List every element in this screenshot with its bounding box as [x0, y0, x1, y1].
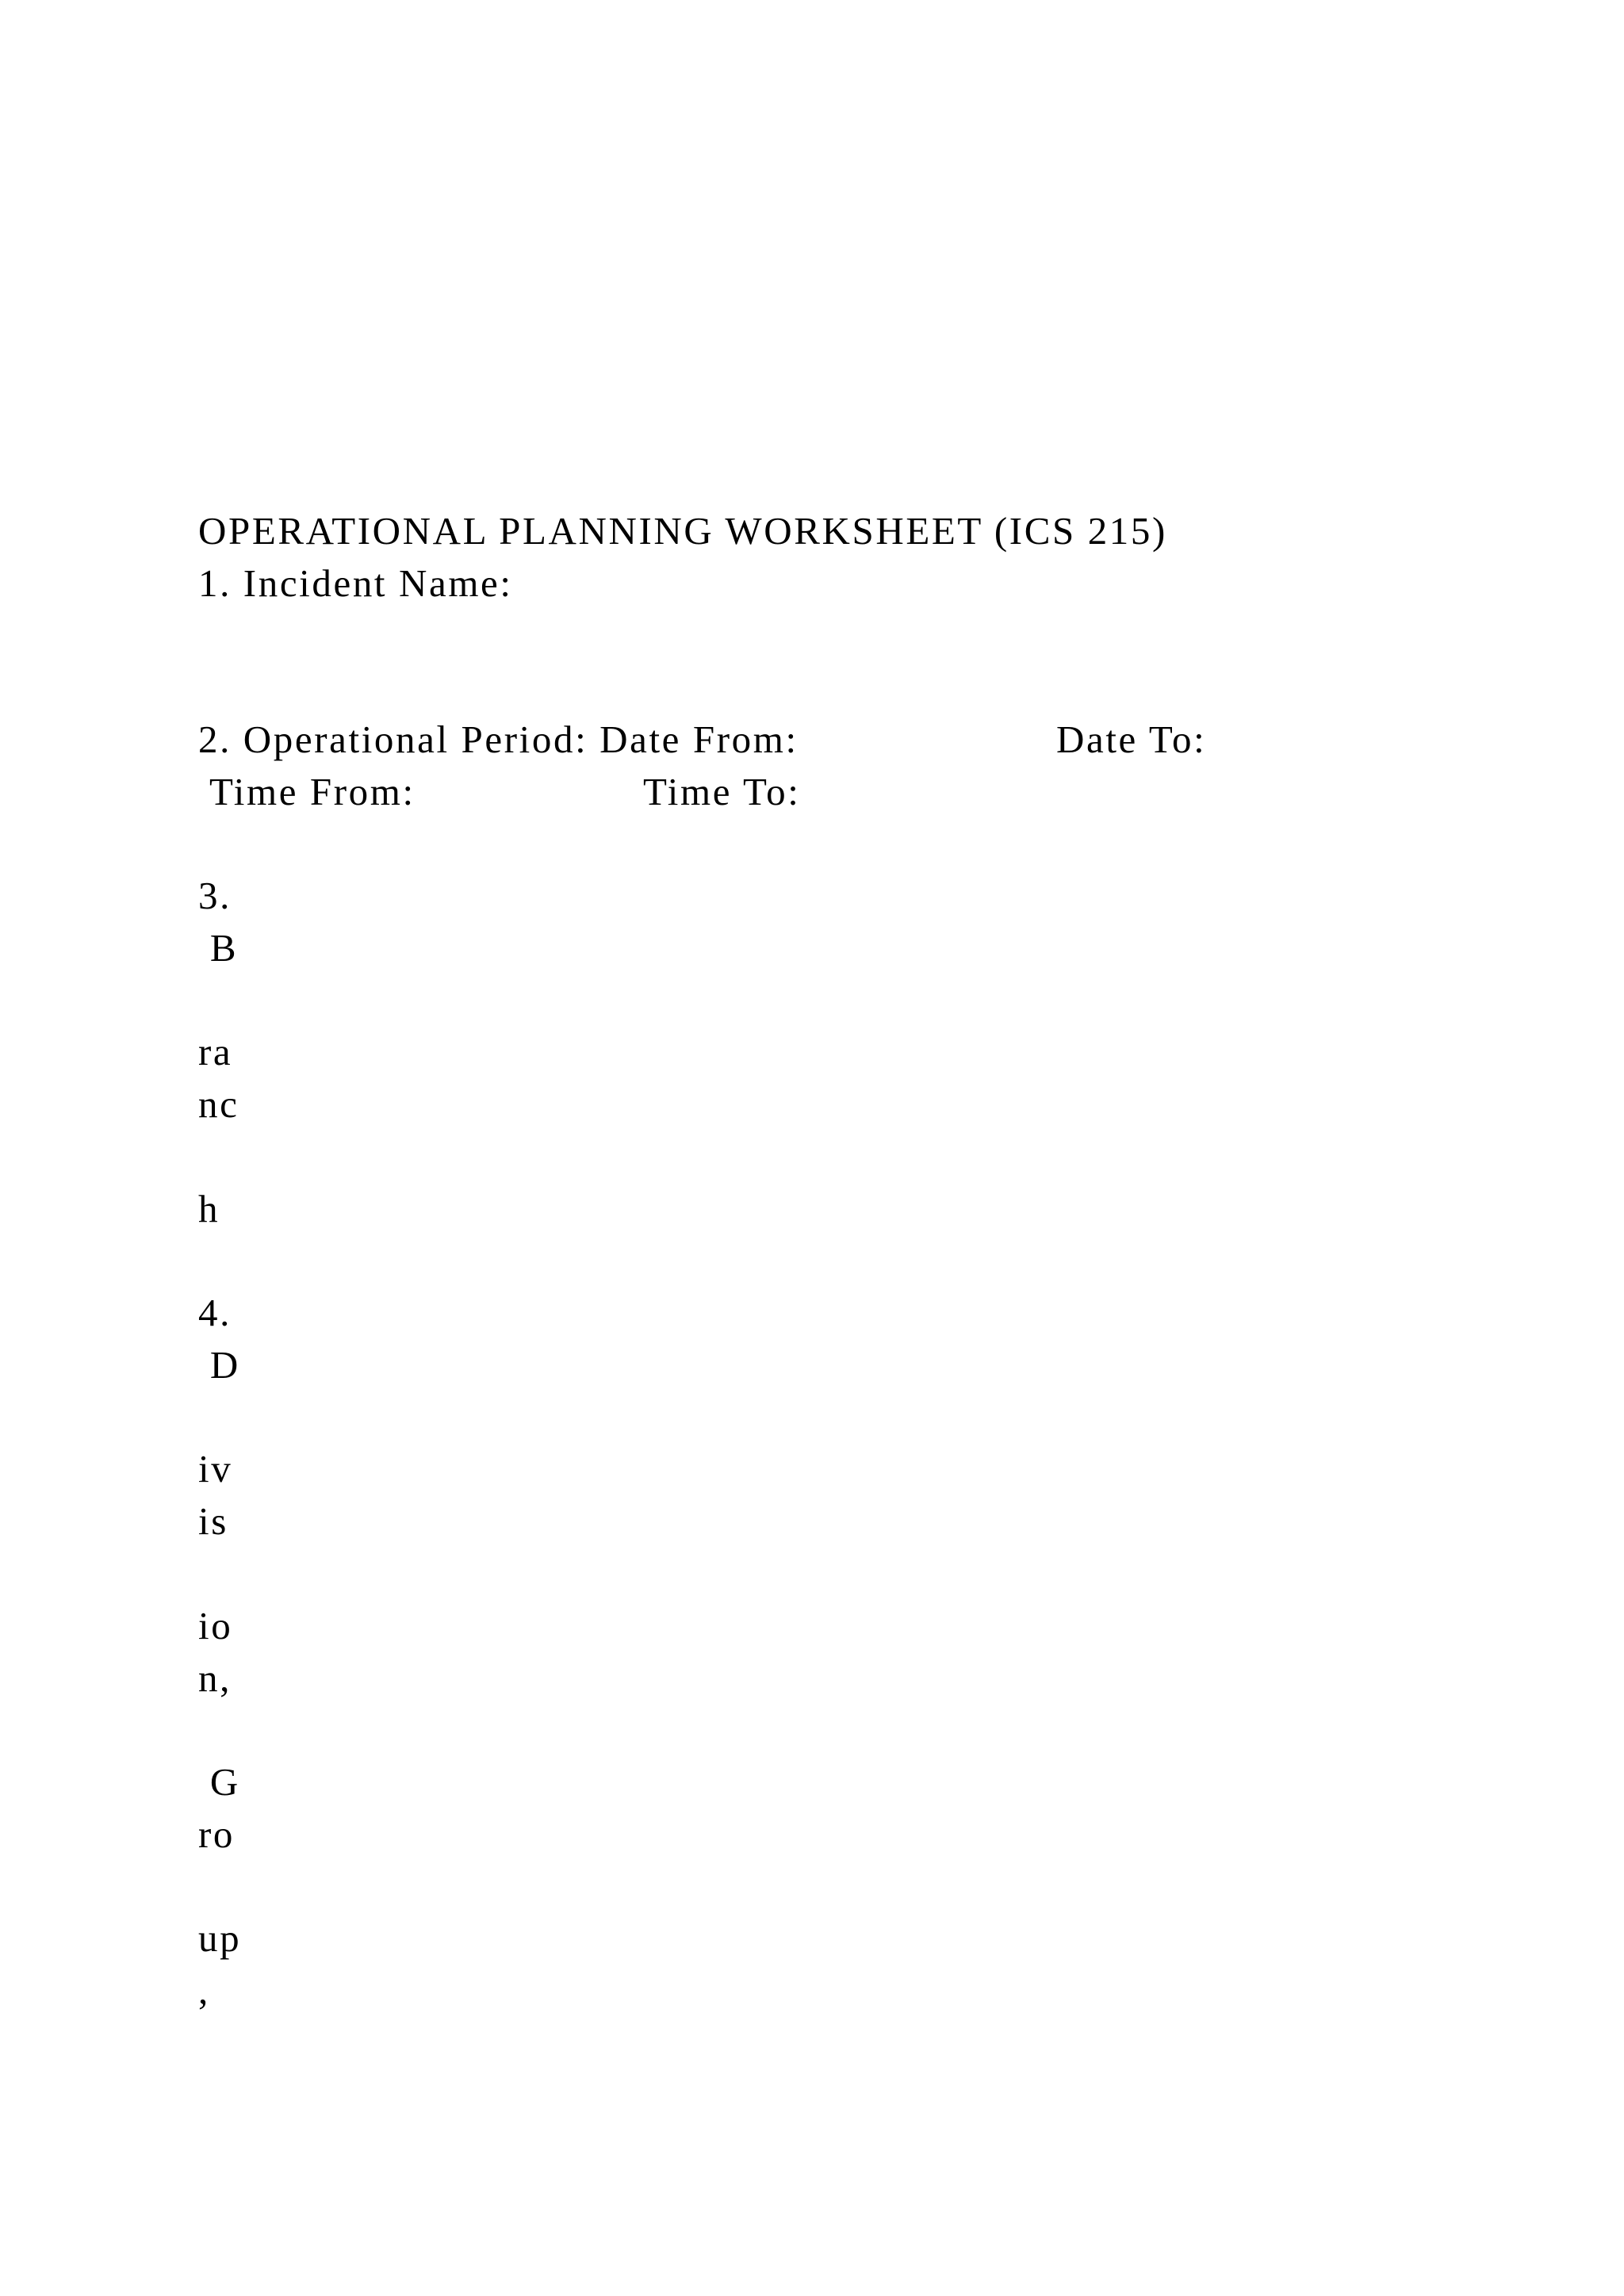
fragment-text: iv: [198, 1447, 233, 1490]
document-title: OPERATIONAL PLANNING WORKSHEET (ICS 215): [198, 509, 1167, 553]
date-to-label: Date To:: [1056, 718, 1207, 761]
operational-period-label: 2. Operational Period: Date From:: [198, 718, 799, 761]
fragment-text: is: [198, 1499, 228, 1543]
fragment-text: ra: [198, 1030, 233, 1073]
fragment-text: n,: [198, 1656, 232, 1700]
fragment-text: B: [198, 926, 239, 970]
fragment-text: 3.: [198, 874, 232, 917]
fragment-text: io: [198, 1604, 233, 1647]
fragment-text: h: [198, 1187, 220, 1230]
fragment-text: D: [198, 1343, 240, 1387]
time-from-label: Time From:: [198, 770, 416, 813]
fragment-text: 4.: [198, 1291, 232, 1334]
fragment-text: ,: [198, 1969, 210, 2012]
fragment-text: nc: [198, 1082, 239, 1126]
fragment-text: G: [198, 1760, 240, 1804]
fragment-text: up: [198, 1916, 242, 1960]
fragment-text: ro: [198, 1812, 236, 1856]
incident-name-label: 1. Incident Name:: [198, 561, 513, 605]
time-to-label: Time To:: [643, 770, 801, 813]
